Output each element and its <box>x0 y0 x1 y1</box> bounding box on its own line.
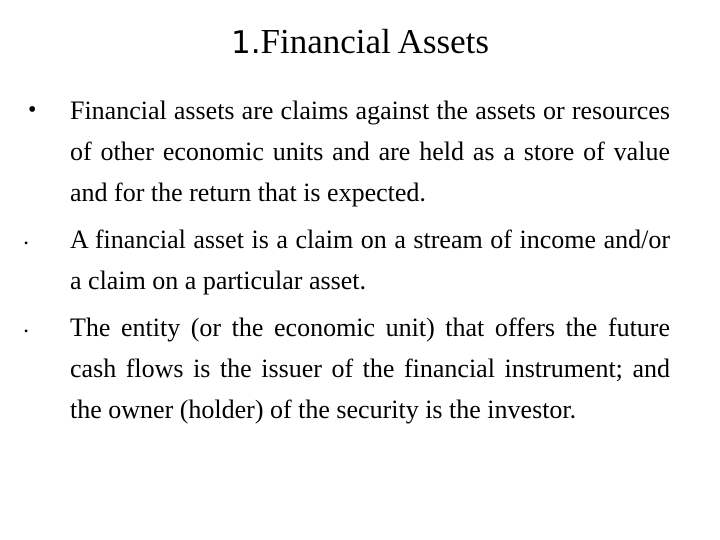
bullet-item <box>24 219 670 301</box>
title-number: 1. <box>230 25 261 61</box>
bullet-text: Financial assets are claims against the assets or resources of other economic units and are held as a store of value and for the return that is expected. <box>70 96 670 207</box>
bullet-text: The entity (or the economic unit) that offers the future cash flows is the issuer of the financial instrument; and the owner (holder) of the security is the investor. <box>70 313 670 424</box>
title-text: Financial Assets <box>260 22 490 61</box>
bullet-marker: • <box>28 97 37 123</box>
bullet-item <box>24 90 670 213</box>
bullet-marker: • <box>24 324 29 338</box>
bullet-text: A financial asset is a claim on a stream of income and/or a claim on a particular asset. <box>70 225 670 295</box>
bullet-marker: • <box>24 236 29 250</box>
bullet-list <box>24 90 670 430</box>
bullet-item <box>24 307 670 430</box>
slide-title <box>0 20 720 65</box>
